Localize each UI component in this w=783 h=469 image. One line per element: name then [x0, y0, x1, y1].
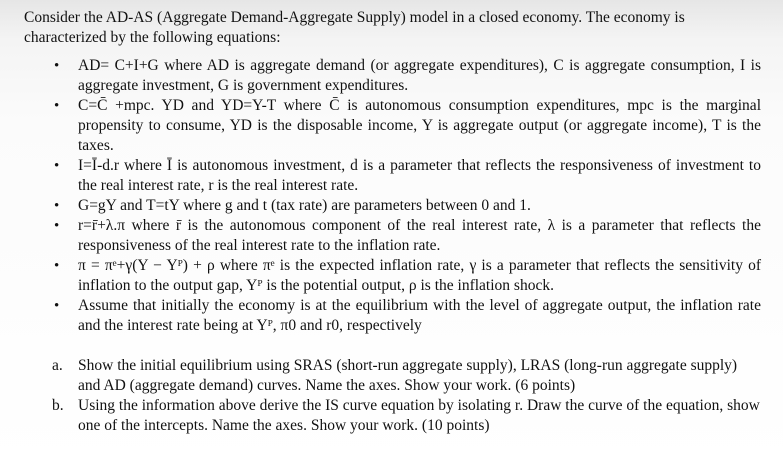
list-item: • r=r̄+λ.π where r̄ is the autonomous component of the real interest rate, λ is a parameter that reflects the responsiveness of the real interest rate to the inflation rate. — [54, 216, 761, 256]
list-item: • C=C̄ +mpc. YD and YD=Y-T where C̄ is autonomous consumption expenditures, mpc is the marginal propensity to consume, YD is the disposable income, Y is aggregate output (or aggregate income), T is the taxes. — [54, 96, 761, 156]
list-item: • AD= C+I+G where AD is aggregate demand (or aggregate expenditures), C is aggregate consumption, I is aggregate investment, G is government expenditures. — [54, 56, 761, 96]
part-text: Using the information above derive the IS curve equation by isolating r. Draw the curve of the equation, show one of the intercepts. Name the axes. Show your work. (10 points) — [78, 397, 760, 434]
part-marker: a. — [52, 357, 63, 374]
question-part-b — [52, 396, 761, 436]
intro-paragraph: Consider the AD-AS (Aggregate Demand-Aggregate Supply) model in a closed economy. The economy is characterized by the following equations: — [24, 9, 685, 46]
part-text: Show the initial equilibrium using SRAS (short-run aggregate supply), LRAS (long-run aggregate supply) and AD (aggregate demand) curves. Name the axes. Show your work. (6 points) — [78, 357, 738, 394]
list-item: • I=Ī-d.r where Ī is autonomous investment, d is a parameter that reflects the responsiveness of investment to the real interest rate, r is the real interest rate. — [54, 156, 761, 196]
question-parts — [24, 356, 761, 436]
part-marker: b. — [52, 397, 64, 414]
list-item: • G=gY and T=tY where g and t (tax rate) are parameters between 0 and 1. — [54, 196, 761, 216]
list-item: • Assume that initially the economy is at the equilibrium with the level of aggregate output, the inflation rate and the interest rate being at Yᴾ, π0 and r0, respectively — [54, 296, 761, 336]
question-part-a — [52, 356, 761, 396]
list-item: • π = πᵉ+γ(Y − Yᴾ) + ρ where πᵉ is the expected inflation rate, γ is a parameter that reflects the sensitivity of inflation to the output gap, Yᴾ is the potential output, ρ is the inflation shock. — [54, 256, 761, 296]
assumption-list — [24, 56, 761, 336]
